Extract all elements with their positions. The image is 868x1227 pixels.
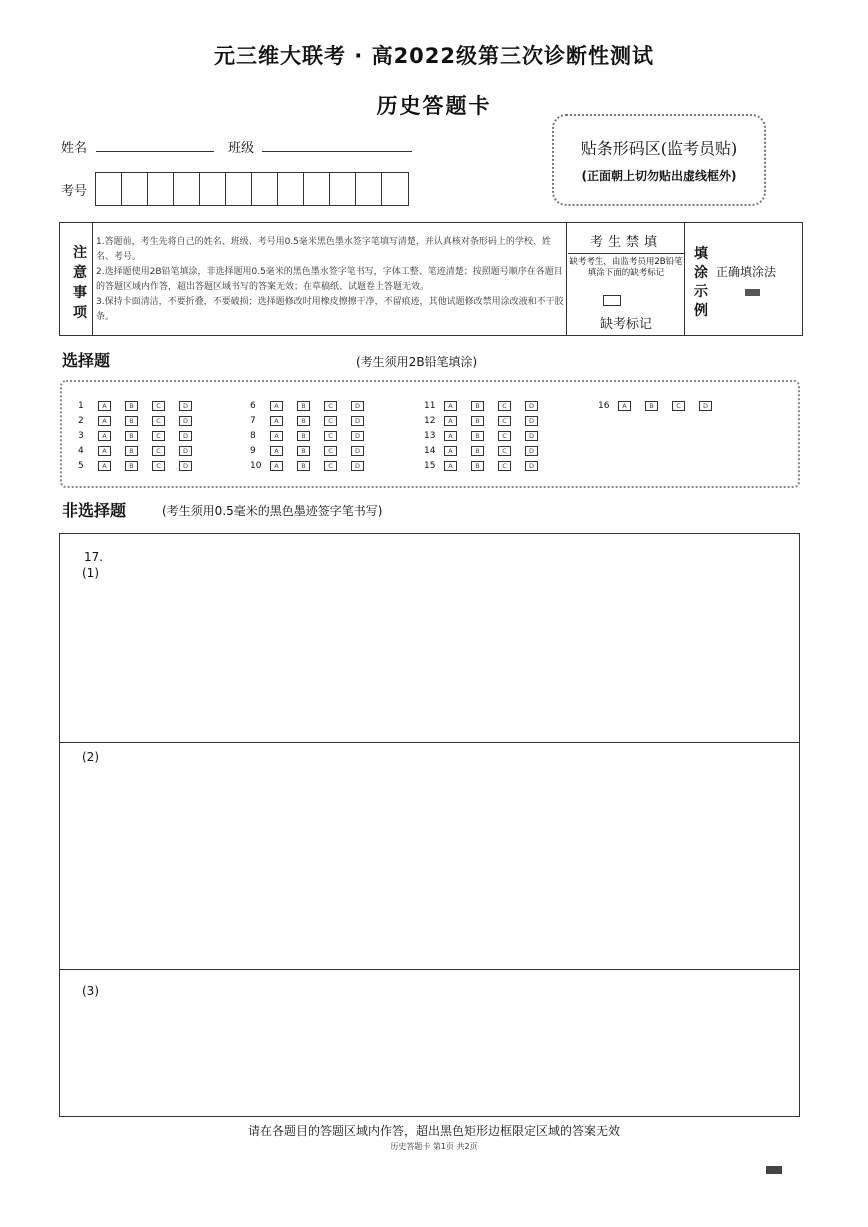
choice-question xyxy=(250,415,378,426)
fill-example-label: 填 涂 示 例 xyxy=(694,246,708,319)
option-bubble[interactable]: A xyxy=(444,416,457,426)
question-number: 12 xyxy=(424,415,436,426)
question-number: 13 xyxy=(424,430,436,441)
exam-title: 元三维大联考 · 高2022级第三次诊断性测试 xyxy=(213,44,655,68)
option-bubble[interactable]: C xyxy=(498,416,511,426)
barcode-area xyxy=(552,114,766,206)
choice-section-instruction: (考生须用2B铅笔填涂) xyxy=(356,355,478,369)
option-bubble[interactable]: D xyxy=(351,401,364,411)
option-bubble[interactable]: B xyxy=(125,446,138,456)
option-bubble[interactable]: B xyxy=(471,401,484,411)
option-bubble[interactable]: B xyxy=(645,401,658,411)
option-bubble[interactable]: B xyxy=(471,461,484,471)
question-number: 11 xyxy=(424,400,436,411)
option-bubble[interactable]: D xyxy=(179,461,192,471)
option-bubble[interactable]: A xyxy=(444,446,457,456)
nonchoice-section-instruction: (考生须用0.5毫米的黑色墨迹签字笔书写) xyxy=(162,504,383,518)
option-bubble[interactable]: C xyxy=(152,446,165,456)
option-bubble[interactable]: A xyxy=(98,446,111,456)
option-bubble[interactable]: C xyxy=(324,401,337,411)
part-label: (2) xyxy=(82,750,99,764)
exam-no-boxes[interactable] xyxy=(95,172,409,206)
option-bubble[interactable]: C xyxy=(498,431,511,441)
footer-warning: 请在各题目的答题区域内作答，超出黑色矩形边框限定区域的答案无效 xyxy=(247,1124,620,1138)
option-bubble[interactable]: B xyxy=(125,431,138,441)
part-divider xyxy=(60,742,799,743)
question-number: 10 xyxy=(250,460,262,471)
option-bubble[interactable]: B xyxy=(297,401,310,411)
option-bubble[interactable]: D xyxy=(179,416,192,426)
option-bubble[interactable]: B xyxy=(297,461,310,471)
page-number: 历史答题卡 第1页 共2页 xyxy=(390,1142,478,1151)
barcode-note: (正面朝上切勿贴出虚线框外) xyxy=(581,169,737,183)
option-bubble[interactable]: C xyxy=(152,431,165,441)
option-bubble[interactable]: A xyxy=(270,431,283,441)
class-label: 班级 xyxy=(228,141,255,156)
choice-question xyxy=(424,415,552,426)
exam-no-label: 考号 xyxy=(61,184,88,199)
option-bubble[interactable]: A xyxy=(270,401,283,411)
option-bubble[interactable]: B xyxy=(471,431,484,441)
question-number: 15 xyxy=(424,460,436,471)
exam-no-cell[interactable] xyxy=(148,173,174,205)
choice-question xyxy=(250,445,378,456)
position-mark xyxy=(766,1166,782,1174)
barcode-title: 贴条形码区(监考员贴) xyxy=(580,139,738,158)
option-bubble[interactable]: C xyxy=(498,461,511,471)
exam-no-cell[interactable] xyxy=(122,173,148,205)
option-bubble[interactable]: B xyxy=(471,446,484,456)
choice-question xyxy=(598,400,726,411)
absent-mark-box[interactable] xyxy=(603,295,621,306)
nonchoice-section-title: 非选择题 xyxy=(62,501,127,520)
exam-no-cell[interactable] xyxy=(278,173,304,205)
option-bubble[interactable]: D xyxy=(699,401,712,411)
option-bubble[interactable]: A xyxy=(270,461,283,471)
option-bubble[interactable]: A xyxy=(444,401,457,411)
answer-sheet-title: 历史答题卡 xyxy=(376,94,492,118)
name-label: 姓名 xyxy=(61,141,88,156)
choice-section-title: 选择题 xyxy=(62,351,111,370)
option-bubble[interactable]: D xyxy=(525,446,538,456)
option-bubble[interactable]: A xyxy=(98,431,111,441)
option-bubble[interactable]: B xyxy=(471,416,484,426)
option-bubble[interactable]: D xyxy=(525,431,538,441)
choice-question xyxy=(424,445,552,456)
option-bubble[interactable]: B xyxy=(125,401,138,411)
choice-question xyxy=(250,430,378,441)
option-bubble[interactable]: C xyxy=(152,401,165,411)
question-number: 14 xyxy=(424,445,436,456)
question-number: 9 xyxy=(250,445,256,456)
correct-fill-swatch xyxy=(745,289,760,296)
option-bubble[interactable]: D xyxy=(351,461,364,471)
option-bubble[interactable]: B xyxy=(297,431,310,441)
option-bubble[interactable]: A xyxy=(98,401,111,411)
choice-question xyxy=(78,415,206,426)
choice-question xyxy=(78,430,206,441)
option-bubble[interactable]: D xyxy=(179,431,192,441)
choice-question xyxy=(424,400,552,411)
option-bubble[interactable]: C xyxy=(152,416,165,426)
option-bubble[interactable]: A xyxy=(444,431,457,441)
exam-no-cell[interactable] xyxy=(226,173,252,205)
option-bubble[interactable]: A xyxy=(98,461,111,471)
choice-question xyxy=(78,445,206,456)
notice-text xyxy=(96,235,566,325)
option-bubble[interactable]: A xyxy=(444,461,457,471)
option-bubble[interactable]: A xyxy=(270,416,283,426)
choice-question xyxy=(424,460,552,471)
notice-item: 3.保持卡面清洁，不要折叠，不要破损；选择题修改时用橡皮擦擦干净，不留痕迹，其他试题修改禁用涂改液和不干胶条。 xyxy=(96,297,564,322)
question-number: 2 xyxy=(78,415,84,426)
option-bubble[interactable]: D xyxy=(525,461,538,471)
option-bubble[interactable]: A xyxy=(98,416,111,426)
correct-fill-label: 正确填涂法 xyxy=(716,265,777,279)
choice-question xyxy=(78,400,206,411)
exam-no-cell[interactable] xyxy=(200,173,226,205)
notice-item: 2.选择题使用2B铅笔填涂，非选择题用0.5毫米的黑色墨水签字笔书写，字体工整、笔迹清楚；按照题号顺序在各题目的答题区域内作答，超出答题区域书写的答案无效；在草稿纸、试题卷上答题无效。 xyxy=(96,267,563,292)
option-bubble[interactable]: B xyxy=(297,446,310,456)
option-bubble[interactable]: B xyxy=(125,461,138,471)
option-bubble[interactable]: C xyxy=(152,461,165,471)
exam-no-cell[interactable] xyxy=(252,173,278,205)
exam-no-cell[interactable] xyxy=(174,173,200,205)
option-bubble[interactable]: C xyxy=(324,431,337,441)
part-label: (3) xyxy=(82,984,99,998)
option-bubble[interactable]: D xyxy=(179,446,192,456)
part-divider xyxy=(60,969,799,970)
class-field[interactable] xyxy=(262,137,412,152)
choice-question xyxy=(250,460,378,471)
exam-no-cell[interactable] xyxy=(356,173,382,205)
question-number: 6 xyxy=(250,400,256,411)
option-bubble[interactable]: C xyxy=(672,401,685,411)
option-bubble[interactable]: D xyxy=(351,431,364,441)
question-number: 3 xyxy=(78,430,84,441)
option-bubble[interactable]: D xyxy=(179,401,192,411)
answer-area[interactable] xyxy=(59,533,800,1117)
choice-question xyxy=(424,430,552,441)
question-number: 5 xyxy=(78,460,84,471)
option-bubble[interactable]: A xyxy=(270,446,283,456)
option-bubble[interactable]: C xyxy=(324,461,337,471)
exam-staff-title: 考生禁填 xyxy=(589,235,662,250)
option-bubble[interactable]: D xyxy=(351,446,364,456)
exam-staff-note: 缺考考生，由监考员用2B铅笔填涂下面的缺考标记 xyxy=(569,257,683,278)
option-bubble[interactable]: B xyxy=(297,416,310,426)
notice-item: 1.答题前，考生先将自己的姓名、班级、考号用0.5毫米黑色墨水签字笔填写清楚，并认真核对条形码上的学校、姓名、考号。 xyxy=(96,237,551,262)
question-number: 7 xyxy=(250,415,256,426)
option-bubble[interactable]: A xyxy=(618,401,631,411)
option-bubble[interactable]: D xyxy=(351,416,364,426)
choice-question xyxy=(78,460,206,471)
question-number: 8 xyxy=(250,430,256,441)
part-label: (1) xyxy=(82,566,99,580)
exam-no-cell[interactable] xyxy=(96,173,122,205)
option-bubble[interactable]: D xyxy=(525,416,538,426)
name-field[interactable] xyxy=(96,137,214,152)
choice-area xyxy=(60,380,800,488)
option-bubble[interactable]: C xyxy=(498,446,511,456)
exam-no-cell[interactable] xyxy=(382,173,408,205)
option-bubble[interactable]: D xyxy=(525,401,538,411)
option-bubble[interactable]: C xyxy=(498,401,511,411)
choice-question xyxy=(250,400,378,411)
exam-no-cell[interactable] xyxy=(330,173,356,205)
notice-label: 注 意 事 项 xyxy=(73,245,87,321)
absent-mark-label: 缺考标记 xyxy=(599,317,652,332)
option-bubble[interactable]: C xyxy=(324,446,337,456)
question-number: 16 xyxy=(598,400,610,411)
notice-box xyxy=(59,222,803,336)
question-number: 1 xyxy=(78,400,84,411)
option-bubble[interactable]: B xyxy=(125,416,138,426)
question-number: 17. xyxy=(84,550,104,564)
option-bubble[interactable]: C xyxy=(324,416,337,426)
exam-no-cell[interactable] xyxy=(304,173,330,205)
question-number: 4 xyxy=(78,445,84,456)
